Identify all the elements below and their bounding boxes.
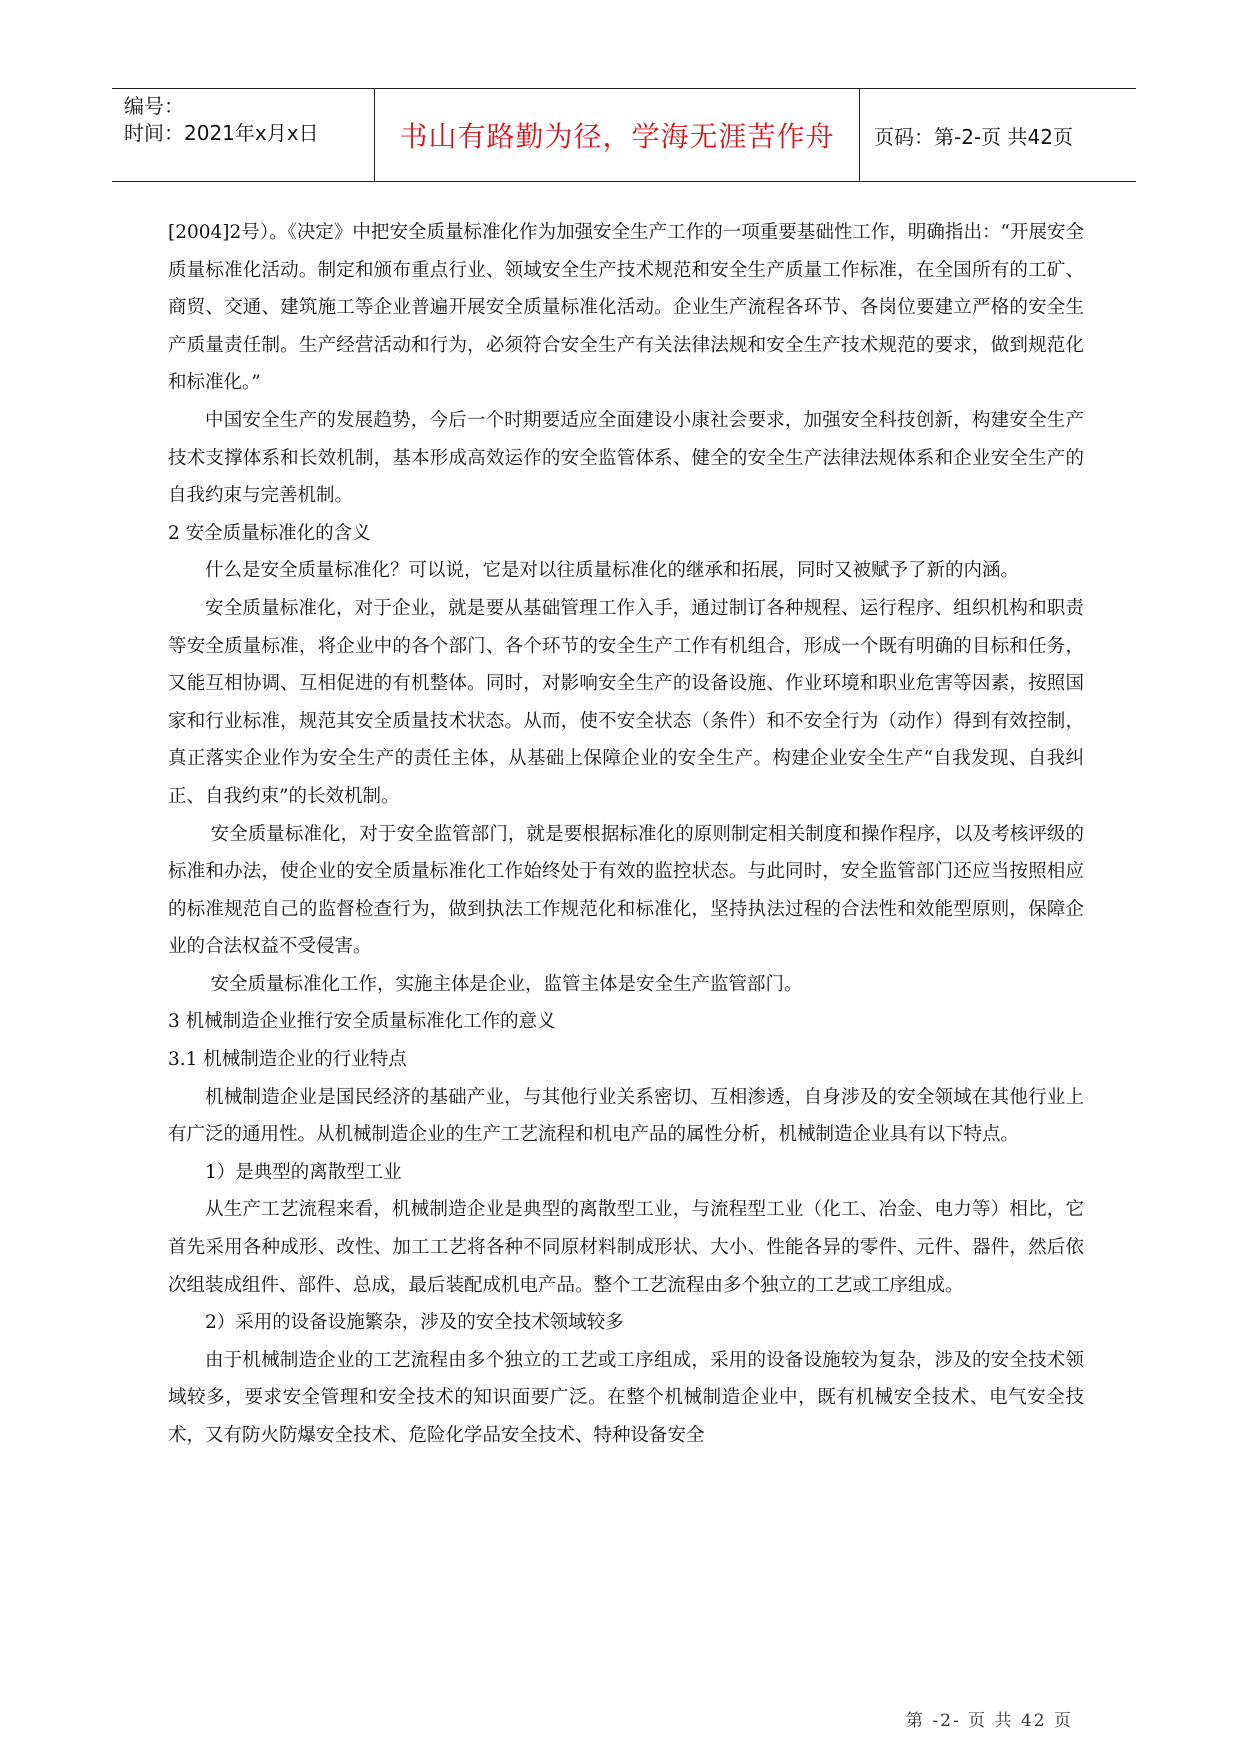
body-paragraph: 由于机械制造企业的工艺流程由多个独立的工艺或工序组成，采用的设备设施较为复杂，涉及的安全技术领域较多，要求安全管理和安全技术的知识面要广泛。在整个机械制造企业中，既有机械安全技术、电气安全技术，又有防火防爆安全技术、危险化学品安全技术、特种设备安全 bbox=[168, 1349, 1084, 1446]
document-number-label: 编号： bbox=[124, 94, 184, 118]
body-paragraph: 安全质量标准化工作，实施主体是企业，监管主体是安全生产监管部门。 bbox=[210, 973, 803, 995]
list-heading: 1）是典型的离散型工业 bbox=[205, 1161, 402, 1183]
section-heading: 2 安全质量标准化的含义 bbox=[168, 522, 371, 544]
body-paragraph: 安全质量标准化，对于安全监管部门，就是要根据标准化的原则制定相关制度和操作程序，以及考核评级的标准和办法，使企业的安全质量标准化工作始终处于有效的监控状态。与此同时，安全监管部门还应当按照相应的标准规范自己的监督检查行为，做到执法工作规范化和标准化，坚持执法过程的合法性和效能型原则，保障企业的合法权益不受侵害。 bbox=[168, 823, 1084, 958]
header-motto: 书山有路勤为径，学海无涯苦作舟 bbox=[374, 89, 860, 181]
page-footer: 第 -2- 页 共 42 页 bbox=[906, 1711, 1073, 1731]
page-header bbox=[112, 88, 1136, 182]
body-paragraph: 安全质量标准化，对于企业，就是要从基础管理工作入手，通过制订各种规程、运行程序、组织机构和职责等安全质量标准，将企业中的各个部门、各个环节的安全生产工作有机组合，形成一个既有明确的目标和任务，又能互相协调、互相促进的有机整体。同时，对影响安全生产的设备设施、作业环境和职业危害等因素，按照国家和行业标准，规范其安全质量技术状态。从而，使不安全状态（条件）和不安全行为（动作）得到有效控制，真正落实企业作为安全生产的责任主体，从基础上保障企业的安全生产。构建企业安全生产“自我发现、自我纠正、自我约束”的长效机制。 bbox=[168, 597, 1084, 807]
header-meta bbox=[112, 89, 374, 181]
subsection-heading: 3.1 机械制造企业的行业特点 bbox=[168, 1049, 407, 1071]
section-heading: 3 机械制造企业推行安全质量标准化工作的意义 bbox=[168, 1011, 556, 1033]
body-paragraph: 什么是安全质量标准化？可以说，它是对以往质量标准化的继承和拓展，同时又被赋予了新的内涵。 bbox=[205, 560, 1020, 582]
header-page-label: 页码：第-2-页 共42页 bbox=[874, 124, 1073, 149]
document-body bbox=[168, 214, 1084, 1455]
list-heading: 2）采用的设备设施繁杂，涉及的安全技术领域较多 bbox=[205, 1312, 624, 1334]
body-paragraph: 机械制造企业是国民经济的基础产业，与其他行业关系密切、互相渗透，自身涉及的安全领域在其他行业上有广泛的通用性。从机械制造企业的生产工艺流程和机电产品的属性分析，机械制造企业具有以下特点。 bbox=[168, 1086, 1084, 1146]
body-paragraph: 中国安全生产的发展趋势，今后一个时期要适应全面建设小康社会要求，加强安全科技创新，构建安全生产技术支撑体系和长效机制，基本形成高效运作的安全监管体系、健全的安全生产法律法规体系和企业安全生产的自我约束与完善机制。 bbox=[168, 409, 1084, 507]
body-paragraph: [2004]2号）。《决定》中把安全质量标准化作为加强安全生产工作的一项重要基础性工作，明确指出：“开展安全质量标准化活动。制定和颁布重点行业、领域安全生产技术规范和安全生产质量工作标准，在全国所有的工矿、商贸、交通、建筑施工等企业普遍开展安全质量标准化活动。企业生产流程各环节、各岗位要建立严格的安全生产质量责任制。生产经营活动和行为，必须符合安全生产有关法律法规和安全生产技术规范的要求，做到规范化和标准化。” bbox=[168, 222, 1084, 394]
document-time-label: 时间：2021年x月x日 bbox=[124, 121, 319, 145]
body-paragraph: 从生产工艺流程来看，机械制造企业是典型的离散型工业，与流程型工业（化工、冶金、电力等）相比，它首先采用各种成形、改性、加工工艺将各种不同原材料制成形状、大小、性能各异的零件、元件、器件，然后依次组装成组件、部件、总成，最后装配成机电产品。整个工艺流程由多个独立的工艺或工序组成。 bbox=[168, 1199, 1084, 1296]
